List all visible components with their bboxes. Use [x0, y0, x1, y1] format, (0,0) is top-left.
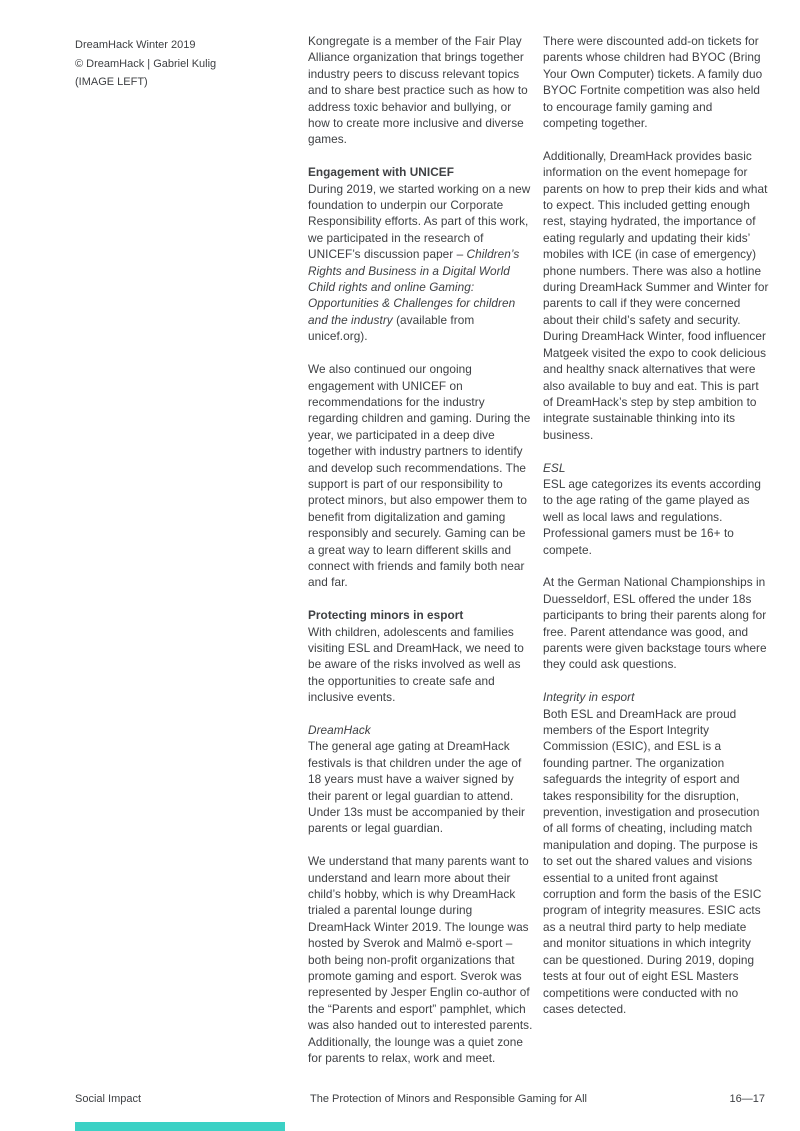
caption-line-credit: © DreamHack | Gabriel Kulig: [75, 57, 217, 70]
heading-protecting-minors: Protecting minors in esport: [308, 608, 464, 623]
paragraph-parental-lounge: We understand that many parents want to understand and learn more about their child’s hobby, which is why DreamHack trialed a parental lounge during DreamHack Winter 2019. The lounge was hosted by Sverok and Malmö e-sport – both being non-profit organizations that promote gaming and esport. Sverok was represented by Jesper Englin co-author of the “Parents and esport” pamphlet, which was also handed out to interested parents. Additionally, the lounge was a quiet zone for parents to relax, work and meet.: [308, 854, 533, 1066]
paragraph-unicef: [308, 181, 534, 345]
page-footer: [75, 1093, 765, 1107]
paragraph-unicef-paper-title: Children’s Rights and Business in a Digital World Child rights and online Gaming: Opportunities & Challenges for children and the industry: [308, 247, 520, 327]
paragraph-age-gating: The general age gating at DreamHack festivals is that children under the age of 18 years must have a waiver signed by their parent or legal guardian to attend. Under 13s must be accompanied by their parents or legal guardian.: [308, 739, 525, 836]
heading-engagement-unicef: Engagement with UNICEF: [308, 165, 454, 180]
footer-section-label: Social Impact: [75, 1093, 142, 1105]
paragraph-event-homepage: Additionally, DreamHack provides basic information on the event homepage for parents on how to prep their kids and what to expect. This included getting enough rest, staying hydrated, the importance of eating regularly and updating their kids’ mobiles with ICE (in case of emergency) phone numbers. There was also a hotline during DreamHack Summer and Winter for parents to call if they were concerned about their child’s safety and security. During DreamHack Winter, food influencer Matgeek visited the expo to cook delicious and healthy snack alternatives that were also available to buy and eat. This is part of DreamHack’s step by step ambition to integrate sustainable thinking into its business.: [543, 148, 769, 442]
subheading-esl: ESL: [543, 460, 566, 475]
image-caption: [75, 36, 290, 92]
footer-chapter-title: The Protection of Minors and Responsible Gaming for All: [310, 1093, 587, 1105]
subheading-integrity-esport: Integrity in esport: [543, 690, 635, 705]
footer-page-numbers: 16—17: [729, 1093, 765, 1105]
column-middle: [308, 33, 534, 1083]
paragraph-fair-play: Kongregate is a member of the Fair Play Alliance organization that brings together industry peers to discuss relevant topics and to share best practice such as how to address toxic behavior and bullying, or how to create more inclusive and diverse games.: [308, 34, 528, 147]
paragraph-national-championships: At the German National Championships in Duesseldorf, ESL offered the under 18s participants to bring their parents along for free. Parent attendance was good, and parents were given backstage tours where they could ask questions.: [543, 575, 767, 672]
caption-line-title: DreamHack Winter 2019: [75, 39, 196, 51]
teal-accent-bar: [75, 1122, 285, 1131]
subheading-dreamhack: DreamHack: [308, 723, 371, 737]
paragraph-esl-age: ESL age categorizes its events according to the age rating of the game played as well as local laws and regulations. Professional gamers must be 16+ to compete.: [543, 476, 761, 557]
paragraph-unicef-text: During 2019, we started working on a new foundation to underpin our Corporate Responsibility efforts. As part of this work, we participated in the research of UNICEF’s discussion paper –: [308, 181, 531, 262]
paragraph-unicef-engagement: We also continued our ongoing engagement with UNICEF on recommendations for the industry regarding children and gaming. During the year, we participated in a deep dive together with industry partners to identify and develop such recommendations. The support is part of our responsibility to protect minors, but also empower them to benefit from digitalization and gaming responsibly and securely. Gaming can be a great way to learn different skills and connect with friends and family both near and far.: [308, 362, 531, 590]
column-right: [543, 33, 769, 1034]
caption-line-position: (IMAGE LEFT): [75, 76, 148, 88]
paragraph-byoc-tickets: There were discounted add-on tickets for parents whose children had BYOC (Bring Your Own Computer) tickets. A family duo BYOC Fortnite competition was also held to encourage family gaming and competing together.: [543, 34, 763, 131]
paragraph-esic: Both ESL and DreamHack are proud members of the Esport Integrity Commission (ESIC), and ESL is a founding partner. The organization safeguards the integrity of esport and takes responsibility for the disruption, prevention, investigation and prosecution of all forms of cheating, including match manipulation and doping. The purpose is to set out the shared values and visions essential to a united front against corruption and form the basis of the ESIC program of integrity measures. ESIC acts as a neutral third party to help mediate and monitor situations in which integrity can be questioned. During 2019, doping tests at four out of eight ESL Masters competitions were conducted with no cases detected.: [543, 706, 762, 1016]
paragraph-unicef-availability: (available from unicef.org).: [308, 312, 475, 344]
paragraph-minors: With children, adolescents and families visiting ESL and DreamHack, we need to be aware of the risks involved as well as the opportunities to create safe and inclusive events.: [308, 624, 524, 705]
